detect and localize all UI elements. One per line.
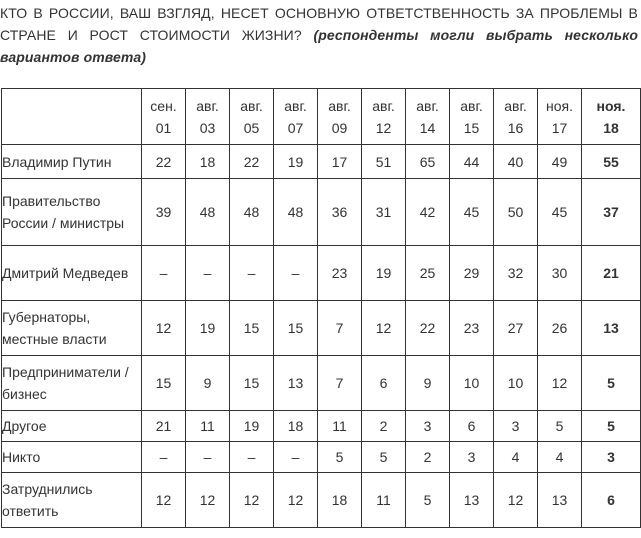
table-cell: – <box>186 246 230 301</box>
column-header-year: 05 <box>243 119 260 136</box>
table-cell: 39 <box>142 179 186 246</box>
table-cell: 19 <box>362 246 406 301</box>
table-cell: 6 <box>450 411 494 442</box>
header-empty-cell <box>2 89 142 145</box>
table-cell: 23 <box>450 301 494 356</box>
table-cell: – <box>274 442 318 473</box>
table-cell: 11 <box>186 411 230 442</box>
column-header-year: 07 <box>287 119 304 136</box>
table-cell: 18 <box>318 473 362 528</box>
table-cell: 44 <box>450 145 494 179</box>
table-cell: 22 <box>230 145 274 179</box>
column-header-year: 15 <box>463 119 480 136</box>
column-header-year: 01 <box>155 119 172 136</box>
row-label: Правительство России / министры <box>2 179 142 246</box>
column-header-year: 18 <box>603 119 619 136</box>
question-text: КТО В РОССИИ, ВАШ ВЗГЛЯД, НЕСЕТ ОСНОВНУЮ ОТВЕТСТВЕННОСТЬ ЗА ПРОБЛЕМЫ В СТРАНЕ И РОСТ СТОИМОСТИ ЖИЗНИ? <box>0 5 638 43</box>
table-row <box>2 179 641 246</box>
table-cell: 11 <box>318 411 362 442</box>
table-cell-latest: 5 <box>582 411 641 442</box>
table-cell: 12 <box>538 356 582 411</box>
table-cell: 10 <box>494 356 538 411</box>
table-cell: 48 <box>274 179 318 246</box>
table-cell: 19 <box>186 301 230 356</box>
table-cell: 5 <box>538 411 582 442</box>
table-cell: 9 <box>186 356 230 411</box>
survey-question <box>0 2 638 68</box>
table-cell: 36 <box>318 179 362 246</box>
table-cell: 25 <box>406 246 450 301</box>
table-cell: 15 <box>142 356 186 411</box>
column-header-month: авг. <box>196 97 219 114</box>
table-cell: 40 <box>494 145 538 179</box>
table-cell: 13 <box>274 356 318 411</box>
table-cell-latest: 6 <box>582 473 641 528</box>
table-cell: 50 <box>494 179 538 246</box>
table-cell: 19 <box>274 145 318 179</box>
column-header-latest <box>582 89 641 145</box>
table-cell-latest: 55 <box>582 145 641 179</box>
table-cell: 15 <box>274 301 318 356</box>
table-cell: 17 <box>318 145 362 179</box>
table-cell-latest: 5 <box>582 356 641 411</box>
table-cell-latest: 3 <box>582 442 641 473</box>
table-row <box>2 301 641 356</box>
column-header-month: ноя. <box>596 97 626 114</box>
table-cell: 9 <box>406 356 450 411</box>
table-cell: – <box>142 442 186 473</box>
question-note: (респонденты могли выбрать несколько вариантов ответа) <box>0 27 639 65</box>
table-cell: 48 <box>186 179 230 246</box>
table-cell: 31 <box>362 179 406 246</box>
table-cell: 5 <box>318 442 362 473</box>
table-cell: 27 <box>494 301 538 356</box>
table-header-row <box>2 89 641 145</box>
column-header-year: 14 <box>419 119 436 136</box>
column-header <box>142 89 186 145</box>
column-header-month: авг. <box>328 97 351 114</box>
column-header <box>186 89 230 145</box>
table-cell: 51 <box>362 145 406 179</box>
table-cell: – <box>142 246 186 301</box>
column-header-month: авг. <box>416 97 439 114</box>
column-header-month: авг. <box>460 97 483 114</box>
table-cell: 3 <box>406 411 450 442</box>
column-header <box>274 89 318 145</box>
table-cell: 45 <box>538 179 582 246</box>
table-cell: 22 <box>406 301 450 356</box>
table-cell: 12 <box>274 473 318 528</box>
table-row <box>2 356 641 411</box>
table-row <box>2 473 641 528</box>
table-cell: 15 <box>230 356 274 411</box>
table-row <box>2 411 641 442</box>
table-cell: 6 <box>362 356 406 411</box>
table-cell: 5 <box>362 442 406 473</box>
row-label: Предприниматели / бизнес <box>2 356 142 411</box>
column-header-month: авг. <box>372 97 395 114</box>
table-cell: 10 <box>450 356 494 411</box>
table-cell: 45 <box>450 179 494 246</box>
column-header-month: авг. <box>284 97 307 114</box>
column-header-year: 12 <box>375 119 392 136</box>
column-header <box>318 89 362 145</box>
survey-results-table <box>1 88 641 528</box>
table-cell: 48 <box>230 179 274 246</box>
table-cell: 15 <box>230 301 274 356</box>
column-header-month: авг. <box>504 97 527 114</box>
table-cell: 3 <box>494 411 538 442</box>
table-cell: 12 <box>142 473 186 528</box>
table-cell-latest: 21 <box>582 246 641 301</box>
table-cell: 32 <box>494 246 538 301</box>
table-cell: 29 <box>450 246 494 301</box>
row-label: Никто <box>2 442 142 473</box>
table-cell: 13 <box>450 473 494 528</box>
table-cell: 7 <box>318 356 362 411</box>
table-cell: 11 <box>362 473 406 528</box>
table-cell: 49 <box>538 145 582 179</box>
table-cell: – <box>274 246 318 301</box>
table-cell: 18 <box>274 411 318 442</box>
column-header-month: сен. <box>150 97 177 114</box>
column-header-month: авг. <box>240 97 263 114</box>
column-header <box>406 89 450 145</box>
table-cell: 19 <box>230 411 274 442</box>
table-cell: – <box>186 442 230 473</box>
row-label: Дмитрий Медведев <box>2 246 142 301</box>
table-row <box>2 442 641 473</box>
table-cell: 18 <box>186 145 230 179</box>
column-header-year: 03 <box>199 119 216 136</box>
table-cell: 42 <box>406 179 450 246</box>
column-header <box>538 89 582 145</box>
column-header <box>494 89 538 145</box>
table-cell: 12 <box>186 473 230 528</box>
row-label: Другое <box>2 411 142 442</box>
table-cell: 4 <box>494 442 538 473</box>
row-label: Губернаторы, местные власти <box>2 301 142 356</box>
table-cell-latest: 37 <box>582 179 641 246</box>
table-cell: 12 <box>142 301 186 356</box>
column-header <box>230 89 274 145</box>
row-label: Затруднились ответить <box>2 473 142 528</box>
column-header-year: 16 <box>507 119 524 136</box>
table-cell: 5 <box>406 473 450 528</box>
table-row <box>2 246 641 301</box>
table-cell: 65 <box>406 145 450 179</box>
row-label: Владимир Путин <box>2 145 142 179</box>
column-header <box>450 89 494 145</box>
table-cell: 2 <box>362 411 406 442</box>
table-cell: 26 <box>538 301 582 356</box>
table-cell: 23 <box>318 246 362 301</box>
table-cell: – <box>230 246 274 301</box>
table-cell: – <box>230 442 274 473</box>
table-cell-latest: 13 <box>582 301 641 356</box>
table-cell: 30 <box>538 246 582 301</box>
table-row <box>2 145 641 179</box>
table-cell: 12 <box>362 301 406 356</box>
table-cell: 22 <box>142 145 186 179</box>
table-cell: 4 <box>538 442 582 473</box>
table-cell: 3 <box>450 442 494 473</box>
table-cell: 2 <box>406 442 450 473</box>
table-cell: 7 <box>318 301 362 356</box>
table-cell: 12 <box>494 473 538 528</box>
column-header-month: ноя. <box>546 97 573 114</box>
column-header <box>362 89 406 145</box>
table-cell: 13 <box>538 473 582 528</box>
column-header-year: 17 <box>551 119 568 136</box>
table-cell: 21 <box>142 411 186 442</box>
table-cell: 12 <box>230 473 274 528</box>
column-header-year: 09 <box>331 119 348 136</box>
